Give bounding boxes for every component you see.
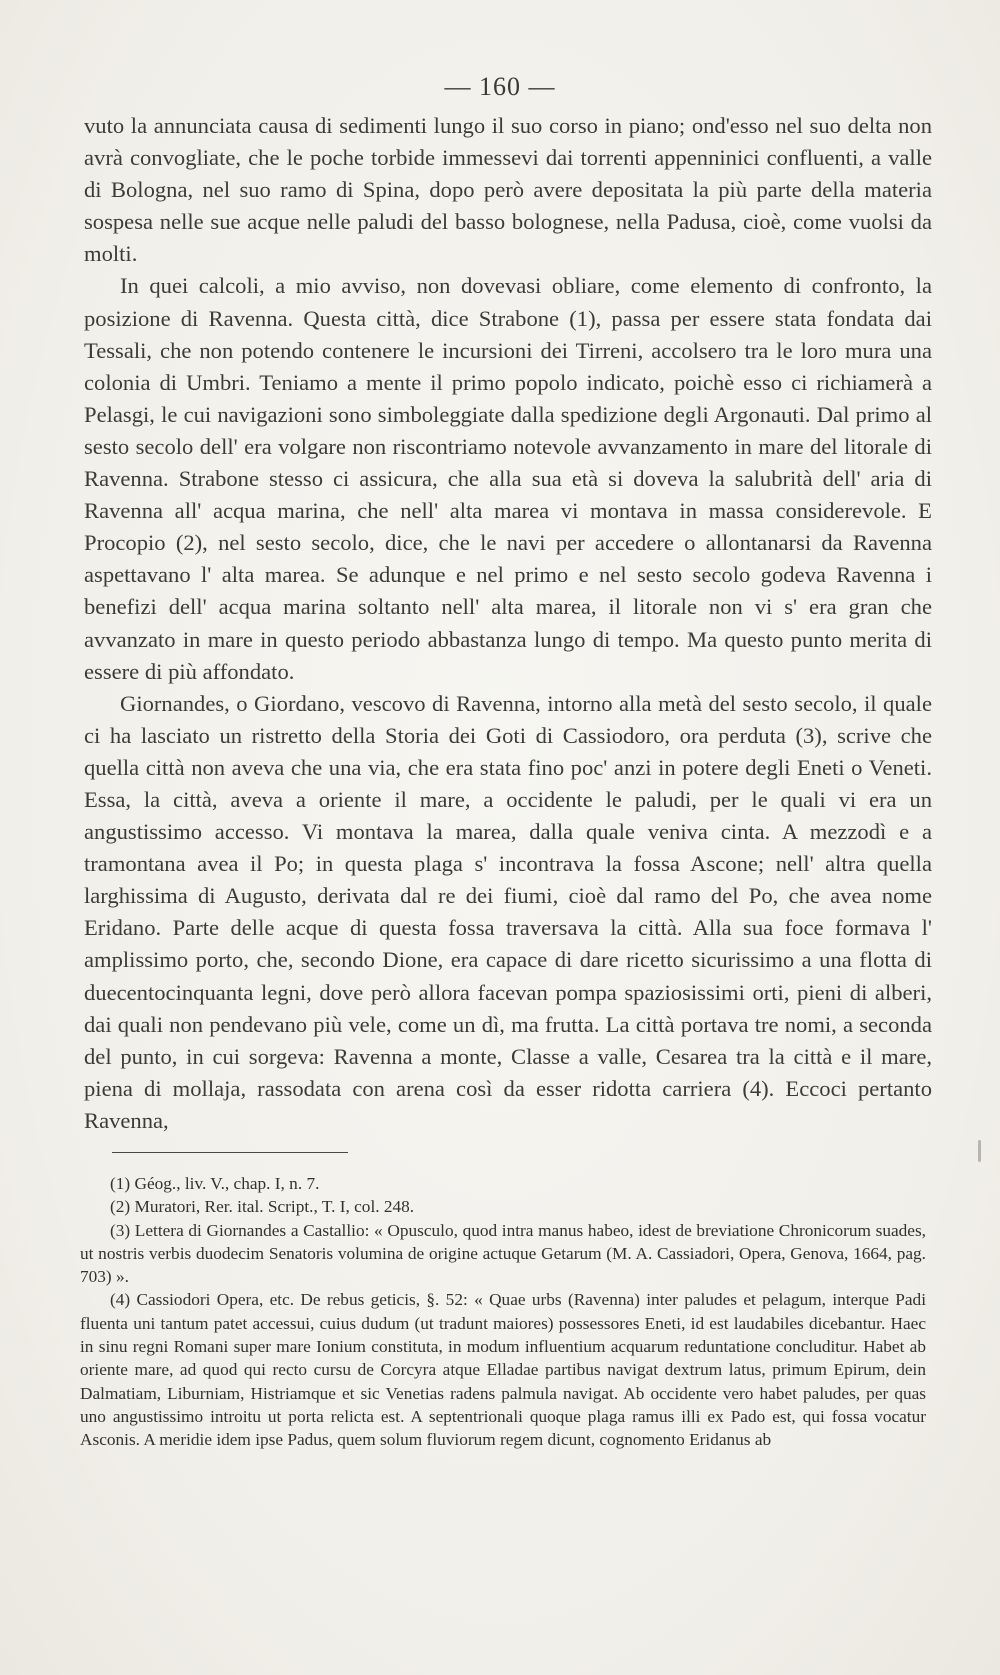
footnote-2: (2) Muratori, Rer. ital. Script., T. I, col. 248. <box>110 1197 415 1217</box>
footnote-separator <box>112 1152 348 1153</box>
footnote-4: (4) Cassiodori Opera, etc. De rebus geticis, §. 52: « Quae urbs (Ravenna) inter paludes et pelagum, interque Padi fluenta uni tantum patet accessui, cuius dudum (ut tradunt maiores) possessores Eneti, id est laudabiles dicebantur. Haec in sinu regni Romani super mare Ionium constituta, in modum influentium acquarum reduntatione concluditur. Habet ab oriente mare, ad quod qui recto cursu de Corcyra atque Elladae partibus navigat dextrum latus, primum Epirum, dein Dalmatiam, Liburniam, Histriamque et sic Venetias radens palmula navigat. Ab occidente vero habet paludes, per quas uno angustissimo introitu ut porta relicta est. A septentrionali quoque plaga ramus illi ex Pado est, qui fossa vocatur Asconis. A meridie idem ipse Padus, quem solum fluviorum regem dicunt, cognomento Eridanus ab <box>80 1290 926 1450</box>
paragraph-3: Giornandes, o Giordano, vescovo di Ravenna, intorno alla metà del sesto secolo, il quale ci ha lasciato un ristretto della Storia dei Goti di Cassiodoro, ora perduta (3), scrive che quella città non aveva che una via, che era stata fino poc' anzi in potere degli Eneti o Veneti. Essa, la città, aveva a oriente il mare, a occidente le paludi, per le quali vi era un angustissimo accesso. Vi montava la marea, dalla quale veniva cinta. A mezzodì e a tramontana avea il Po; in questa plaga s' incontrava la fossa Ascone; nell' altra quella larghissima di Augusto, derivata dal re dei fiumi, cioè dal ramo del Po, che avea nome Eridano. Parte delle acque di questa fossa traversava la città. Alla sua foce formava l' amplissimo porto, che, secondo Dione, era capace di dare ricetto sicurissimo a una flotta di duecentocinquanta legni, dove però allora facevan pompa spaziosissimi orti, pieni di alberi, dai quali non pendevano più vele, come un dì, ma frutta. La città portava tre nomi, a seconda del punto, in cui sorgeva: Ravenna a monte, Classe a valle, Cesarea tra la città e il mare, piena di mollaja, rassodata con arena così da esser ridotta carriera (4). Eccoci pertanto Ravenna, <box>84 690 932 1133</box>
paragraph-2: In quei calcoli, a mio avviso, non dovevasi obliare, come elemento di confronto, la posizione di Ravenna. Questa città, dice Strabone (1), passa per essere stata fondata dai Tessali, che non potendo contenere le incursioni dei Tirreni, accolsero tra le loro mura una colonia di Umbri. Teniamo a mente il primo popolo indicato, poichè esso ci richiamerà a Pelasgi, le cui navigazioni sono simboleggiate dalla spedizione degli Argonauti. Dal primo al sesto secolo dell' era volgare non riscontriamo notevole avvanzamento in mare del litorale di Ravenna. Strabone stesso ci assicura, che alla sua età si doveva la salubrità dell' aria di Ravenna all' acqua marina, che nell' alta marea vi montava in massa considerevole. E Procopio (2), nel sesto secolo, dice, che le navi per accedere o allontanarsi da Ravenna aspettavano l' alta marea. Se adunque e nel primo e nel sesto secolo godeva Ravenna i benefizi dell' acqua marina soltanto nell' alta marea, il litorale non vi s' era gran che avvanzato in mare in questo periodo abbastanza lungo di tempo. Ma questo punto merita di essere di più affondato. <box>84 273 932 684</box>
footnote-3: (3) Lettera di Giornandes a Castallio: « Opusculo, quod intra manus habeo, idest de breviatione Chronicorum suades, ut nostris verbis duodecim Senatoris volumina de origine actuque Getarum (M. A. Cassiadori, Opera, Genova, 1664, pag. 703) ». <box>80 1220 926 1287</box>
paragraph-1: vuto la annunciata causa di sedimenti lungo il suo corso in piano; ond'esso nel suo delta non avrà convogliate, che le poche torbide immessevi dai torrenti appenninici confluenti, a valle di Bologna, nel suo ramo di Spina, dopo però avere depositata la più parte della materia sospesa nelle sue acque nelle paludi del basso bolognese, nella Padusa, cioè, come vuolsi da molti. <box>84 113 932 267</box>
footnote-1: (1) Géog., liv. V., chap. I, n. 7. <box>110 1174 320 1193</box>
page-number: — 160 — <box>444 72 556 101</box>
main-text <box>84 110 932 1137</box>
footnotes <box>80 1172 926 1452</box>
page-edge-mark <box>978 1140 981 1162</box>
